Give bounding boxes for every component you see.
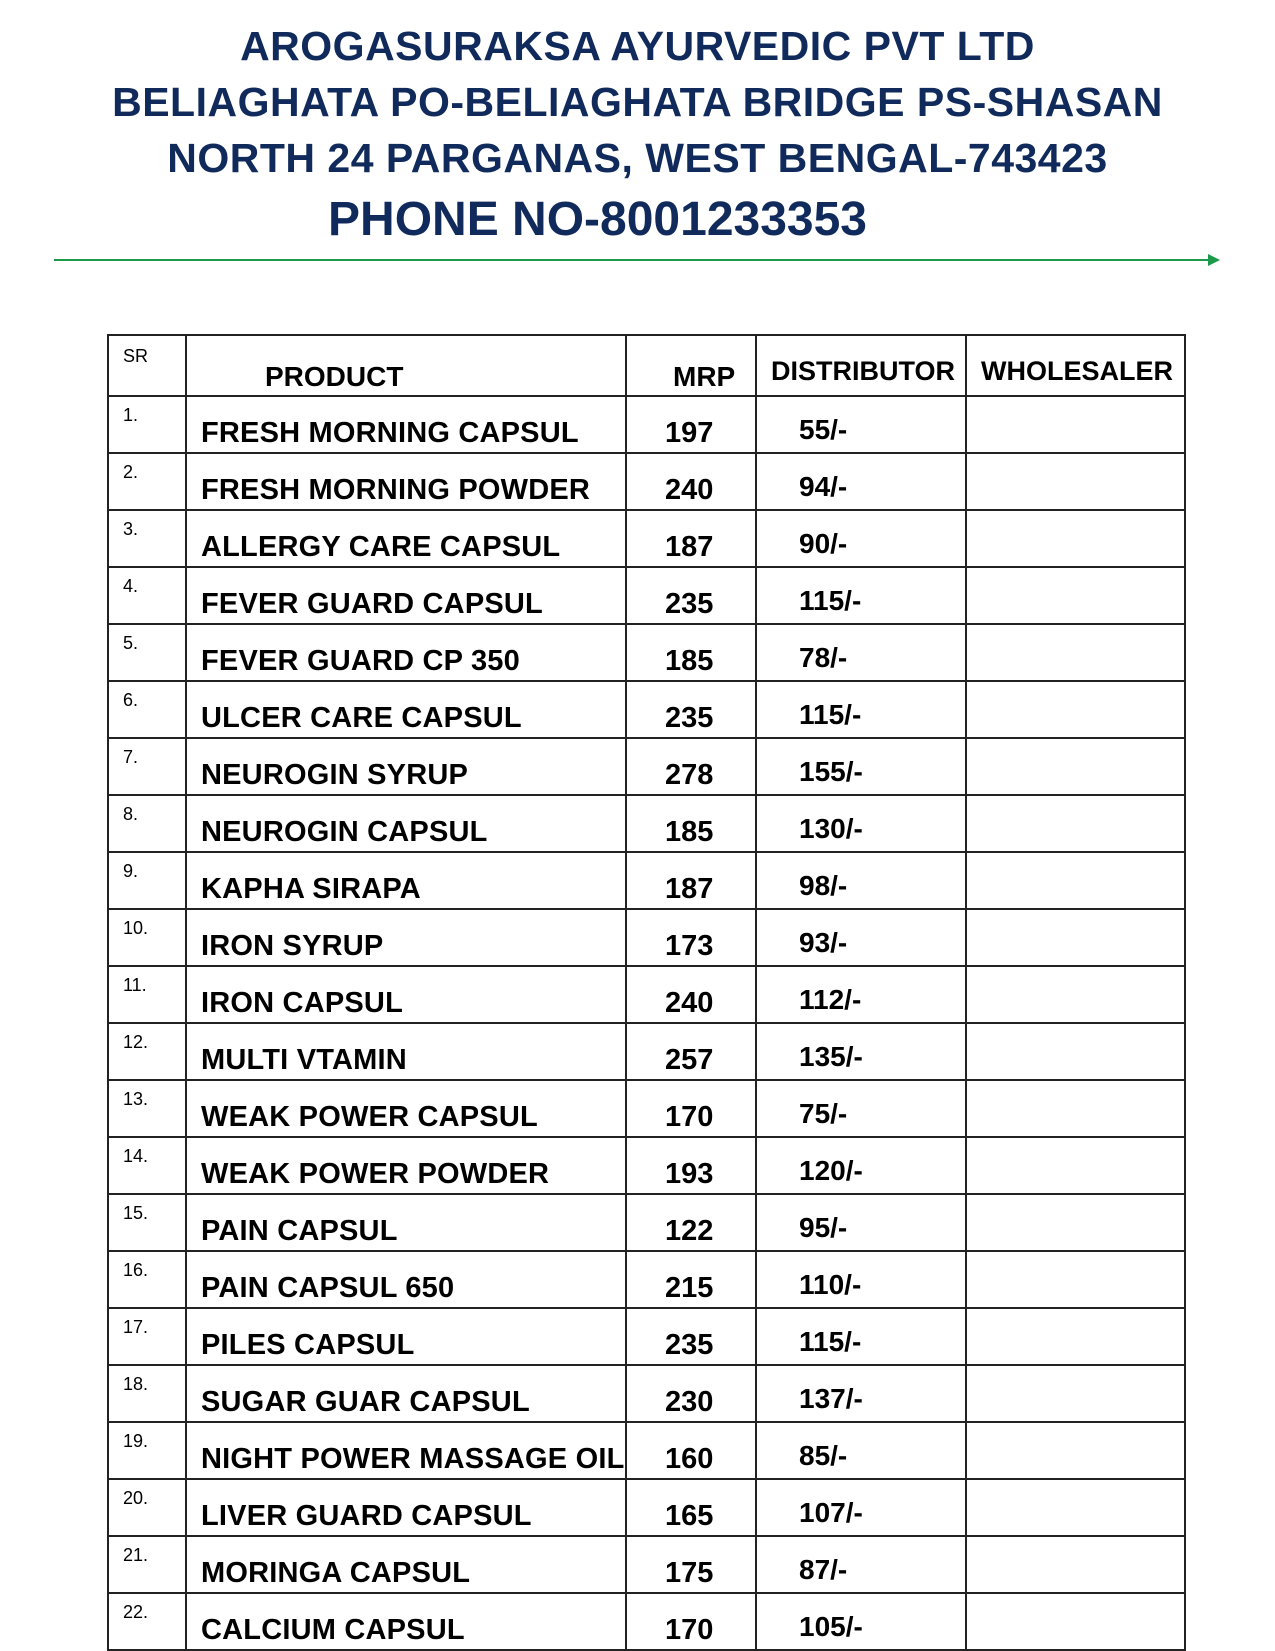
table-row bbox=[108, 795, 1185, 852]
price-list-table bbox=[107, 334, 1186, 1651]
cell-sr: 5. bbox=[108, 624, 186, 681]
cell-distributor: 137/- bbox=[756, 1365, 966, 1422]
table-row bbox=[108, 966, 1185, 1023]
header-divider bbox=[54, 259, 1214, 261]
cell-product: MORINGA CAPSUL bbox=[186, 1536, 626, 1593]
cell-distributor: 87/- bbox=[756, 1536, 966, 1593]
cell-wholesaler bbox=[966, 396, 1185, 453]
cell-mrp: 175 bbox=[626, 1536, 756, 1593]
cell-distributor: 85/- bbox=[756, 1422, 966, 1479]
table-row bbox=[108, 1194, 1185, 1251]
cell-mrp: 185 bbox=[626, 795, 756, 852]
cell-mrp: 278 bbox=[626, 738, 756, 795]
cell-distributor: 78/- bbox=[756, 624, 966, 681]
cell-sr: 20. bbox=[108, 1479, 186, 1536]
cell-sr: 1. bbox=[108, 396, 186, 453]
table-row bbox=[108, 1365, 1185, 1422]
cell-product: FEVER GUARD CP 350 bbox=[186, 624, 626, 681]
cell-wholesaler bbox=[966, 1080, 1185, 1137]
column-header-distributor: DISTRIBUTOR bbox=[756, 335, 966, 396]
cell-distributor: 135/- bbox=[756, 1023, 966, 1080]
table-row bbox=[108, 1422, 1185, 1479]
cell-sr: 2. bbox=[108, 453, 186, 510]
cell-sr: 17. bbox=[108, 1308, 186, 1365]
cell-wholesaler bbox=[966, 1308, 1185, 1365]
cell-wholesaler bbox=[966, 567, 1185, 624]
cell-sr: 9. bbox=[108, 852, 186, 909]
cell-distributor: 75/- bbox=[756, 1080, 966, 1137]
cell-mrp: 235 bbox=[626, 1308, 756, 1365]
cell-product: WEAK POWER CAPSUL bbox=[186, 1080, 626, 1137]
cell-wholesaler bbox=[966, 1194, 1185, 1251]
cell-mrp: 170 bbox=[626, 1593, 756, 1650]
cell-sr: 10. bbox=[108, 909, 186, 966]
table-row bbox=[108, 1251, 1185, 1308]
address-line-2: NORTH 24 PARGANAS, WEST BENGAL-743423 bbox=[167, 135, 1108, 181]
cell-product: SUGAR GUAR CAPSUL bbox=[186, 1365, 626, 1422]
cell-mrp: 235 bbox=[626, 681, 756, 738]
cell-distributor: 94/- bbox=[756, 453, 966, 510]
cell-distributor: 120/- bbox=[756, 1137, 966, 1194]
table-row bbox=[108, 1023, 1185, 1080]
table-header-row bbox=[108, 335, 1185, 396]
letterhead bbox=[0, 18, 1275, 252]
cell-wholesaler bbox=[966, 624, 1185, 681]
table-row bbox=[108, 738, 1185, 795]
cell-wholesaler bbox=[966, 1365, 1185, 1422]
cell-distributor: 130/- bbox=[756, 795, 966, 852]
cell-wholesaler bbox=[966, 852, 1185, 909]
cell-sr: 4. bbox=[108, 567, 186, 624]
cell-distributor: 155/- bbox=[756, 738, 966, 795]
cell-product: KAPHA SIRAPA bbox=[186, 852, 626, 909]
cell-mrp: 185 bbox=[626, 624, 756, 681]
cell-product: CALCIUM CAPSUL bbox=[186, 1593, 626, 1650]
cell-wholesaler bbox=[966, 909, 1185, 966]
table-row bbox=[108, 396, 1185, 453]
cell-distributor: 93/- bbox=[756, 909, 966, 966]
cell-mrp: 170 bbox=[626, 1080, 756, 1137]
cell-distributor: 115/- bbox=[756, 1308, 966, 1365]
cell-mrp: 187 bbox=[626, 852, 756, 909]
cell-wholesaler bbox=[966, 510, 1185, 567]
cell-mrp: 173 bbox=[626, 909, 756, 966]
cell-wholesaler bbox=[966, 1479, 1185, 1536]
cell-sr: 11. bbox=[108, 966, 186, 1023]
cell-sr: 3. bbox=[108, 510, 186, 567]
column-header-mrp: MRP bbox=[626, 335, 756, 396]
table-row bbox=[108, 453, 1185, 510]
arrow-head-icon bbox=[1208, 254, 1220, 266]
table-row bbox=[108, 1536, 1185, 1593]
phone-number: PHONE NO-8001233353 bbox=[328, 193, 867, 246]
cell-product: FRESH MORNING CAPSUL bbox=[186, 396, 626, 453]
table-body bbox=[108, 396, 1185, 1650]
cell-wholesaler bbox=[966, 795, 1185, 852]
cell-sr: 14. bbox=[108, 1137, 186, 1194]
cell-mrp: 240 bbox=[626, 453, 756, 510]
cell-mrp: 165 bbox=[626, 1479, 756, 1536]
cell-distributor: 95/- bbox=[756, 1194, 966, 1251]
cell-product: PAIN CAPSUL bbox=[186, 1194, 626, 1251]
cell-mrp: 122 bbox=[626, 1194, 756, 1251]
cell-mrp: 193 bbox=[626, 1137, 756, 1194]
cell-product: NIGHT POWER MASSAGE OIL bbox=[186, 1422, 626, 1479]
cell-wholesaler bbox=[966, 453, 1185, 510]
table-row bbox=[108, 1137, 1185, 1194]
table-row bbox=[108, 510, 1185, 567]
cell-distributor: 107/- bbox=[756, 1479, 966, 1536]
cell-sr: 22. bbox=[108, 1593, 186, 1650]
column-header-sr: SR bbox=[108, 335, 186, 396]
cell-sr: 12. bbox=[108, 1023, 186, 1080]
cell-distributor: 115/- bbox=[756, 681, 966, 738]
cell-mrp: 230 bbox=[626, 1365, 756, 1422]
cell-product: NEUROGIN SYRUP bbox=[186, 738, 626, 795]
cell-product: MULTI VTAMIN bbox=[186, 1023, 626, 1080]
cell-wholesaler bbox=[966, 681, 1185, 738]
company-name: AROGASURAKSA AYURVEDIC PVT LTD bbox=[240, 23, 1035, 69]
table-row bbox=[108, 624, 1185, 681]
table-row bbox=[108, 1080, 1185, 1137]
cell-distributor: 90/- bbox=[756, 510, 966, 567]
cell-mrp: 257 bbox=[626, 1023, 756, 1080]
cell-product: WEAK POWER POWDER bbox=[186, 1137, 626, 1194]
cell-product: IRON CAPSUL bbox=[186, 966, 626, 1023]
table-row bbox=[108, 567, 1185, 624]
cell-distributor: 115/- bbox=[756, 567, 966, 624]
cell-distributor: 110/- bbox=[756, 1251, 966, 1308]
table-row bbox=[108, 909, 1185, 966]
table-row bbox=[108, 852, 1185, 909]
cell-sr: 18. bbox=[108, 1365, 186, 1422]
cell-distributor: 105/- bbox=[756, 1593, 966, 1650]
cell-wholesaler bbox=[966, 1536, 1185, 1593]
cell-mrp: 160 bbox=[626, 1422, 756, 1479]
cell-sr: 21. bbox=[108, 1536, 186, 1593]
cell-wholesaler bbox=[966, 1251, 1185, 1308]
cell-wholesaler bbox=[966, 1593, 1185, 1650]
cell-distributor: 98/- bbox=[756, 852, 966, 909]
cell-sr: 6. bbox=[108, 681, 186, 738]
cell-sr: 7. bbox=[108, 738, 186, 795]
cell-mrp: 187 bbox=[626, 510, 756, 567]
cell-sr: 13. bbox=[108, 1080, 186, 1137]
cell-product: ULCER CARE CAPSUL bbox=[186, 681, 626, 738]
cell-product: PAIN CAPSUL 650 bbox=[186, 1251, 626, 1308]
cell-wholesaler bbox=[966, 966, 1185, 1023]
cell-wholesaler bbox=[966, 1137, 1185, 1194]
cell-wholesaler bbox=[966, 1422, 1185, 1479]
cell-mrp: 197 bbox=[626, 396, 756, 453]
cell-product: ALLERGY CARE CAPSUL bbox=[186, 510, 626, 567]
cell-distributor: 55/- bbox=[756, 396, 966, 453]
cell-wholesaler bbox=[966, 738, 1185, 795]
column-header-wholesaler: WHOLESALER bbox=[966, 335, 1185, 396]
cell-sr: 8. bbox=[108, 795, 186, 852]
cell-product: LIVER GUARD CAPSUL bbox=[186, 1479, 626, 1536]
cell-mrp: 235 bbox=[626, 567, 756, 624]
cell-sr: 15. bbox=[108, 1194, 186, 1251]
cell-product: FRESH MORNING POWDER bbox=[186, 453, 626, 510]
table-row bbox=[108, 681, 1185, 738]
column-header-product: PRODUCT bbox=[186, 335, 626, 396]
cell-product: PILES CAPSUL bbox=[186, 1308, 626, 1365]
cell-mrp: 240 bbox=[626, 966, 756, 1023]
cell-mrp: 215 bbox=[626, 1251, 756, 1308]
cell-sr: 16. bbox=[108, 1251, 186, 1308]
table-row bbox=[108, 1479, 1185, 1536]
table-row bbox=[108, 1308, 1185, 1365]
table-row bbox=[108, 1593, 1185, 1650]
address-line-1: BELIAGHATA PO-BELIAGHATA BRIDGE PS-SHASAN bbox=[112, 79, 1163, 125]
cell-distributor: 112/- bbox=[756, 966, 966, 1023]
cell-product: IRON SYRUP bbox=[186, 909, 626, 966]
cell-product: FEVER GUARD CAPSUL bbox=[186, 567, 626, 624]
cell-product: NEUROGIN CAPSUL bbox=[186, 795, 626, 852]
cell-sr: 19. bbox=[108, 1422, 186, 1479]
cell-wholesaler bbox=[966, 1023, 1185, 1080]
